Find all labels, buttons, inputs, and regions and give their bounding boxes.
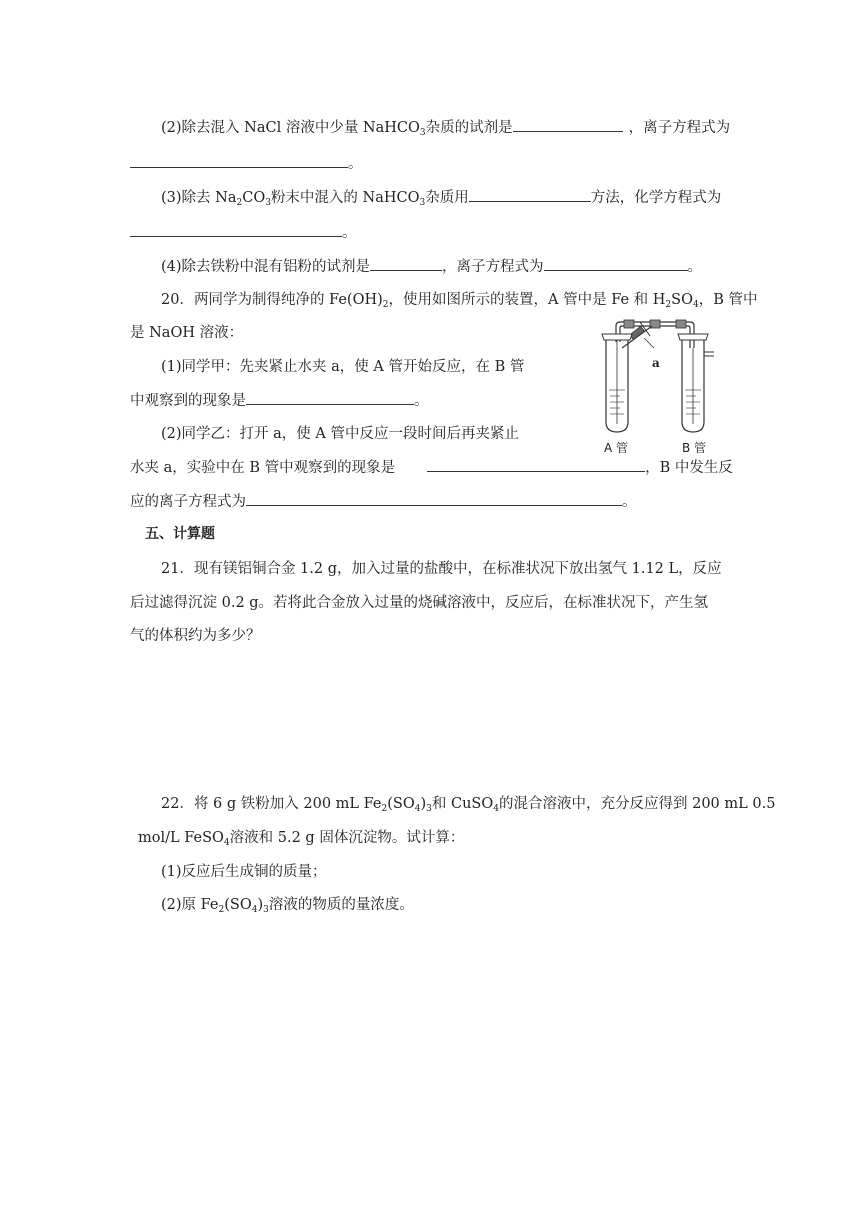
answer-blank[interactable] <box>513 117 623 132</box>
q22-line1: 22．将 6 g 铁粉加入 200 mL $Fe_2(SO_4)_3$和 CuSO$_4$的混合溶液中，充分反应得到 200 mL 0.5 <box>161 796 776 814</box>
q21-line2: 后过滤得沉淀 0.2 g。若将此合金放入过量的烧碱溶液中，反应后，在标准状况下，产生氢 <box>130 595 709 611</box>
apparatus-figure <box>592 312 722 458</box>
q19-part3-line1: (3)除去 $Na_2CO_3$粉末中混入的 NaHCO$_3$杂质用 方法，化学方程式为 <box>161 187 721 208</box>
q20-part1-line2: 中观察到的现象是 。 <box>130 390 429 411</box>
answer-blank[interactable] <box>427 457 645 472</box>
answer-blank[interactable] <box>370 256 442 271</box>
q20-intro-line1: 20．两同学为制得纯净的 $Fe(OH)_2$，使用如图所示的装置，A 管中是 Fe 和 $H_2SO_4$，B 管中 <box>161 292 758 310</box>
q19-part3-line2: 。 <box>130 222 357 243</box>
q20-part1-line1: (1)同学甲：先夹紧止水夹 a，使 A 管开始反应，在 B 管 <box>161 359 525 375</box>
tube-b-label: B 管 <box>682 441 707 455</box>
q19-part2-line2: 。 <box>130 153 363 174</box>
test-tube-apparatus <box>592 312 722 458</box>
q22-line2: mol/L FeSO$_4$溶液和 5.2 g 固体沉淀物。试计算： <box>138 830 465 848</box>
clamp-label: a <box>652 356 660 370</box>
q19-part4: (4)除去铁粉中混有铝粉的试剂是 ，离子方程式为 。 <box>161 256 702 277</box>
answer-blank[interactable] <box>469 187 591 202</box>
answer-blank[interactable] <box>130 222 342 237</box>
q22-part1: (1)反应后生成铜的质量； <box>161 864 327 880</box>
answer-blank[interactable] <box>130 153 348 168</box>
q20-part2-line1: (2)同学乙：打开 a，使 A 管中反应一段时间后再夹紧止 <box>161 426 519 442</box>
q22-part2: (2)原 $Fe_2(SO_4)_3$溶液的物质的量浓度。 <box>161 897 414 915</box>
tube-b <box>678 334 714 432</box>
answer-blank[interactable] <box>246 491 622 506</box>
section-heading: 五、计算题 <box>145 526 215 542</box>
q20-part2-line2: 水夹 a，实验中在 B 管中观察到的现象是 ，B 中发生反 <box>130 457 733 478</box>
answer-blank[interactable] <box>544 256 688 271</box>
q20-part2-line3: 应的离子方程式为 。 <box>130 491 637 512</box>
tube-a-label: A 管 <box>604 441 629 455</box>
answer-blank[interactable] <box>246 390 414 405</box>
tube-a <box>602 334 632 432</box>
q21-line1: 21．现有镁铝铜合金 1.2 g，加入过量的盐酸中，在标准状况下放出氢气 1.12 L，反应 <box>161 561 722 577</box>
q20-intro-line2: 是 NaOH 溶液： <box>130 325 244 341</box>
q21-line3: 气的体积约为多少？ <box>130 628 261 644</box>
q19-part2-line1: (2)除去混入 NaCl 溶液中少量 NaHCO$_3$杂质的试剂是 ，离子方程式为 <box>161 117 730 138</box>
